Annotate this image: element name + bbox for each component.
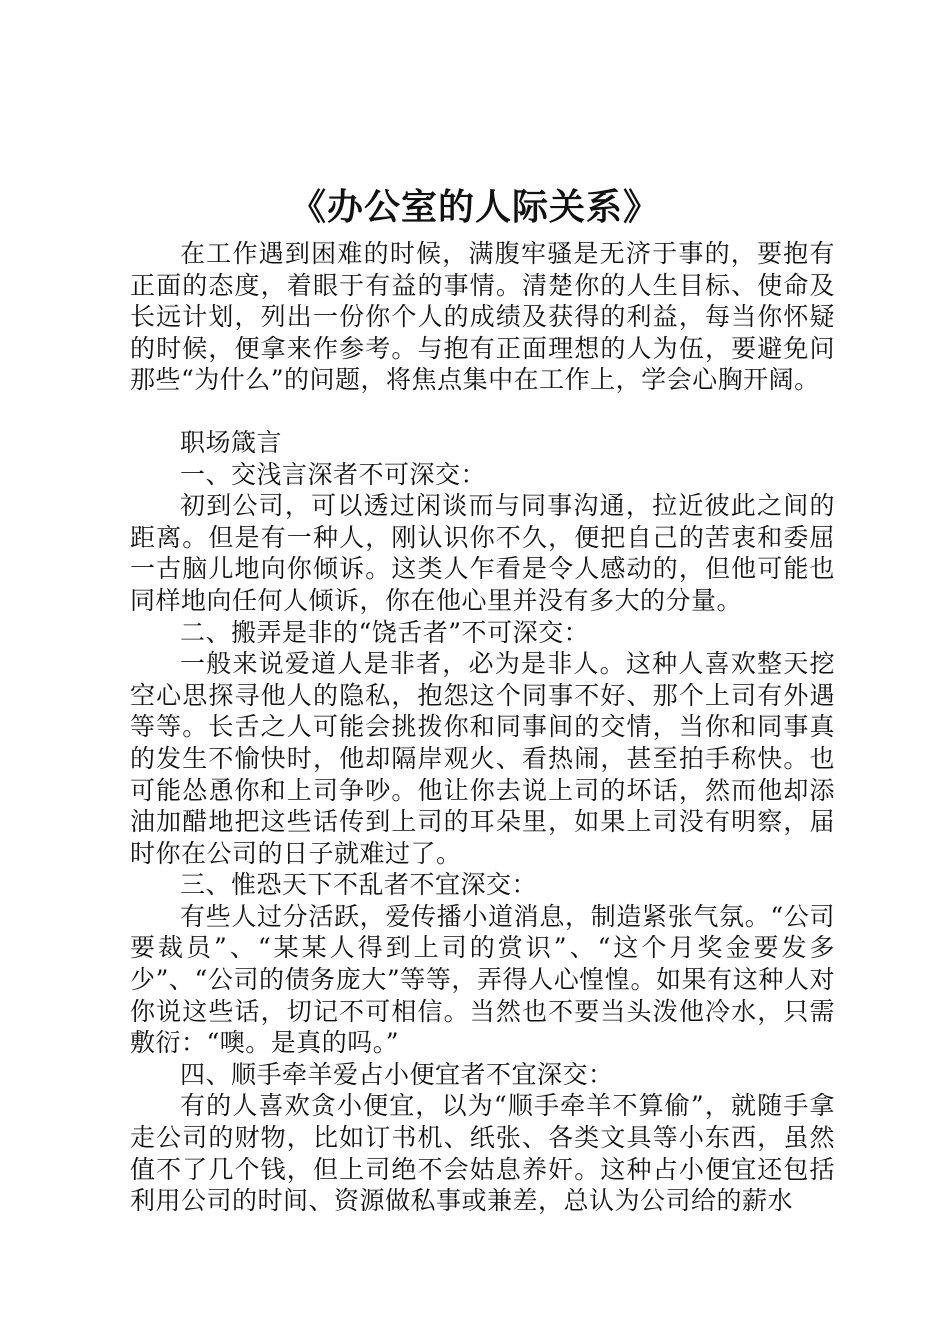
point-heading-3: 三、惟恐天下不乱者不宜深交： xyxy=(180,870,538,900)
intro-paragraph: 在工作遇到困难的时候，满腹牢骚是无济于事的，要抱有正面的态度，着眼于有益的事情。清楚你的人生目标、使命及长远计划，列出一份你个人的成绩及获得的利益，每当你怀疑的时候，便拿来作参考。与抱有正面理想的人为伍，要避免问那些“为什么”的问题，将焦点集中在工作上，学会心胸开阔。 xyxy=(130,239,835,395)
section-heading: 职场箴言 xyxy=(180,427,283,457)
point-heading-2: 二、搬弄是非的“饶舌者”不可深交： xyxy=(180,617,590,647)
document-body xyxy=(130,238,835,1217)
point-paragraph-1: 初到公司，可以透过闲谈而与同事沟通，拉近彼此之间的距离。但是有一种人，刚认识你不久，便把自己的苦衷和委屈一古脑儿地向你倾诉。这类人乍看是令人感动的，但他可能也同样地向任何人倾诉，你在他心里并没有多大的分量。 xyxy=(130,491,835,615)
paragraph-spacer xyxy=(130,396,835,427)
point-paragraph-4: 有的人喜欢贪小便宜，以为“顺手牵羊不算偷”，就随手拿走公司的财物，比如订书机、纸张、各类文具等小东西，虽然值不了几个钱，但上司绝不会姑息养奸。这种占小便宜还包括利用公司的时间、资源做私事或兼差，总认为公司给的薪水 xyxy=(130,1091,835,1216)
document-title: 《办公室的人际关系》 xyxy=(289,186,660,228)
point-paragraph-3: 有些人过分活跃，爱传播小道消息，制造紧张气氛。“公司要裁员”、“某某人得到上司的赏识”、“这个月奖金要发多少”、“公司的债务庞大”等等，弄得人心惶惶。如果有这种人对你说这些话，切记不可相信。当然也不要当头泼他冷水，只需敷衍：“噢。是真的吗。” xyxy=(130,901,835,1058)
point-heading-1: 一、交浅言深者不可深交： xyxy=(180,459,487,489)
point-paragraph-2: 一般来说爱道人是非者，必为是非人。这种人喜欢整天挖空心思探寻他人的隐私，抱怨这个同事不好、那个上司有外遇等等。长舌之人可能会挑拨你和同事间的交情，当你和同事真的发生不愉快时，他却隔岸观火、看热闹，甚至拍手称快。也可能怂恿你和上司争吵。他让你去说上司的坏话，然而他却添油加醋地把这些话传到上司的耳朵里，如果上司没有明察，届时你在公司的日子就难过了。 xyxy=(130,649,835,868)
point-heading-4: 四、顺手牵羊爱占小便宜者不宜深交： xyxy=(180,1059,614,1089)
